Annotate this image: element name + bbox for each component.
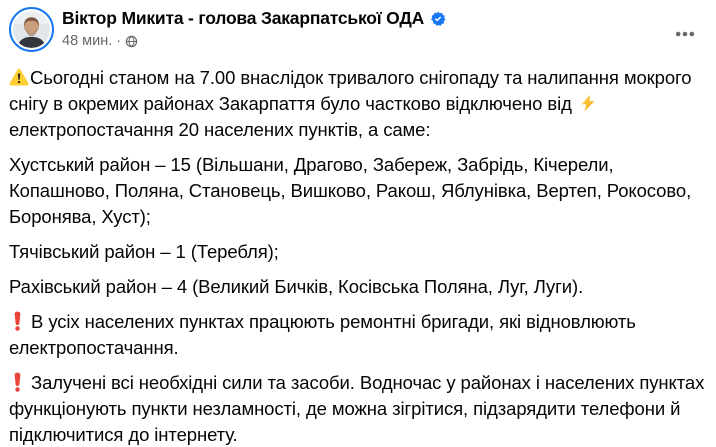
timestamp[interactable]: 48 мин. — [62, 33, 113, 49]
author-name[interactable]: Віктор Микита - голова Закарпатської ОДА — [62, 8, 425, 28]
post-header — [0, 0, 716, 52]
text-run: електропостачання 20 населених пунктів, а саме: — [9, 119, 431, 140]
warning-triangle-icon — [9, 67, 29, 87]
post-paragraph — [9, 370, 706, 447]
globe-icon — [125, 35, 138, 48]
avatar-photo — [13, 11, 50, 48]
three-dots-icon — [674, 23, 696, 45]
post-paragraph — [9, 239, 706, 265]
post-meta — [62, 33, 446, 49]
post-text — [0, 52, 716, 447]
text-run: Сьогодні станом на 7.00 внаслідок тривалого снігопаду та налипання мокрого снігу в окремих районах Закарпаття було частково відключено від — [9, 67, 692, 114]
text-run: В усіх населених пунктах працюють ремонтні бригади, які відновлюють електропостачання. — [9, 311, 636, 358]
text-run: Тячівський район – 1 (Теребля); — [9, 241, 279, 262]
post-header-text — [62, 7, 446, 49]
post-paragraph — [9, 274, 706, 300]
text-run: Рахівський район – 4 (Великий Бичків, Косівська Поляна, Луг, Луги). — [9, 276, 584, 297]
lightning-icon — [579, 93, 597, 113]
post-paragraph — [9, 309, 706, 361]
post-options-button[interactable] — [668, 17, 702, 51]
post-paragraph — [9, 152, 706, 230]
meta-separator: · — [116, 33, 122, 49]
text-run: Залучені всі необхідні сили та засоби. Водночас у районах і населених пунктах функціонують пункти незламності, де можна зігрітися, підзарядити телефони й підключитися до інтернету. — [9, 372, 705, 445]
post-paragraph — [9, 65, 706, 143]
verified-badge-icon — [430, 11, 446, 27]
red-exclamation-icon — [12, 311, 23, 331]
avatar[interactable] — [9, 7, 54, 52]
text-run: Хустський район – 15 (Вільшани, Драгово, Забереж, Забрідь, Кічерели, Копашново, Поляна, Становець, Вишково, Ракош, Яблунівка, Вертеп, Рокосово, Боронява, Хуст); — [9, 154, 692, 227]
red-exclamation-icon — [12, 372, 23, 392]
